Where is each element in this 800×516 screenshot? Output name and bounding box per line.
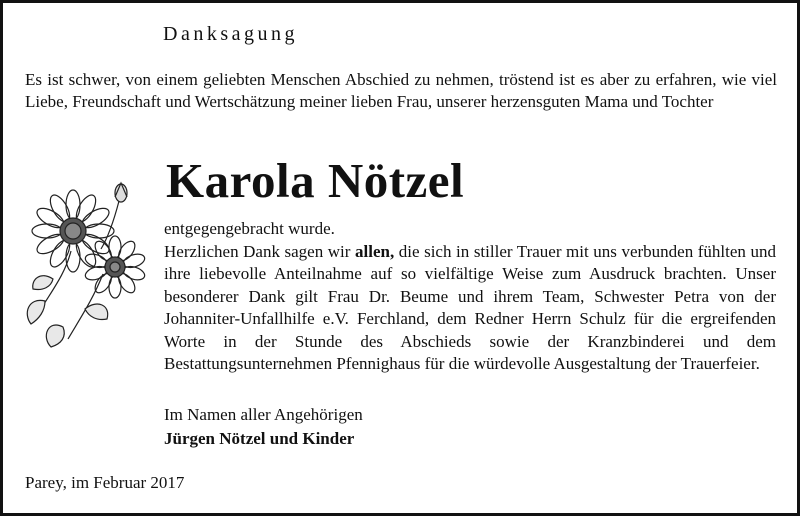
- deceased-name: Karola Nötzel: [166, 153, 465, 208]
- signer-name: Jürgen Nötzel und Kinder: [164, 429, 355, 448]
- place-date: Parey, im Februar 2017: [25, 473, 185, 492]
- body-first-line: entgegengebracht wurde.: [164, 219, 335, 238]
- thanks-paragraph: [164, 241, 776, 376]
- notice-heading: Danksagung: [163, 23, 298, 45]
- thanks-prefix: Herzlichen Dank sagen wir: [164, 241, 355, 261]
- sign-intro: Im Namen aller Angehörigen: [164, 405, 363, 424]
- signature-block: [164, 403, 363, 451]
- intro-paragraph: [25, 69, 777, 113]
- thanks-rest: die sich in stiller Trauer mit uns verbunden fühlten und ihre liebevolle Anteilnahme auf so vielfältige Weise zum Ausdruck brachten. Unser besonderer Dank gilt Frau Dr. Beume und ihrem Team, Schwester Petra von der Johanniter-Unfallhilfe e.V. Ferchland, dem Redner Herrn Schulz für die ergreifenden Worte in der Stunde des Abschieds sowie der Kranzbinderei und dem Bestattungsunternehmen Pfennighaus für die würdevolle Ausgestaltung der Trauerfeier.: [164, 241, 776, 373]
- intro-text: Es ist schwer, von einem geliebten Menschen Abschied zu nehmen, tröstend ist es aber zu erfahren, wie viel Liebe, Freundschaft und Wertschätzung meiner lieben Frau, unserer herzensguten Mama und Tochter: [25, 70, 777, 111]
- thanks-body: [164, 218, 776, 376]
- thanks-bold-word: allen,: [355, 241, 395, 261]
- sunflower-illustration: [23, 179, 153, 349]
